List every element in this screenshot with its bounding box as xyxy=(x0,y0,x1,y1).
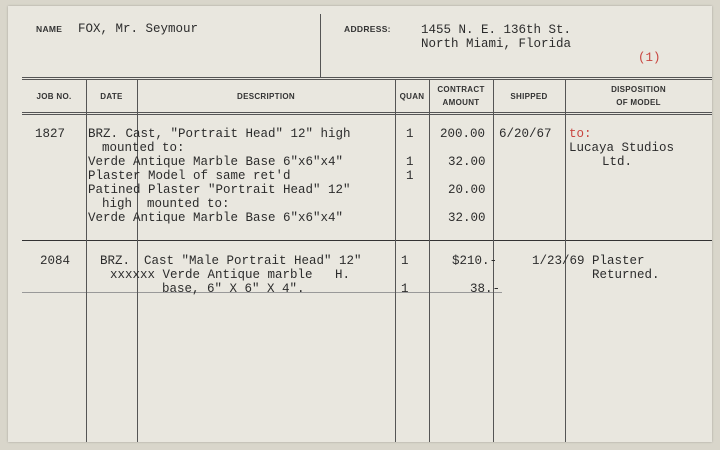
table-top-rule xyxy=(22,77,712,78)
entry-1-line-2: mounted to: xyxy=(102,141,185,155)
entry-2-amount-2: 38.- xyxy=(470,282,501,296)
entry-1-line-1: ast, "Portrait Head" 12" high xyxy=(133,127,351,141)
entry-1-line-5: Patined Plaster "Portrait Head" 12" xyxy=(88,183,351,197)
entry-2-shipped: 1/23/69 xyxy=(532,254,585,268)
entry-2-disposition-line-1: Plaster xyxy=(592,254,645,268)
entry-1-line-3: Verde Antique Marble Base 6"x6"x4" xyxy=(88,155,344,169)
col-header-amount: AMOUNT xyxy=(442,98,480,107)
col-header-contract: CONTRACT xyxy=(437,85,485,94)
entry-1-line-4: Plaster Model of same ret'd xyxy=(88,169,291,183)
entry-1-disposition-line-1: Lucaya Studios xyxy=(569,141,675,155)
address-line-1: 1455 N. E. 136th St. xyxy=(421,23,572,37)
col-header-description: DESCRIPTION xyxy=(237,92,295,101)
entry-1-line-7: Verde Antique Marble Base 6"x6"x4" xyxy=(88,211,344,225)
col-header-contract-amount xyxy=(429,83,493,109)
entry-2-line-3: base, 6" X 6" X 4". xyxy=(162,282,305,296)
card-number: (1) xyxy=(638,51,661,65)
table-top-rule-2 xyxy=(22,79,712,80)
address-line-2: North Miami, Florida xyxy=(421,37,572,51)
name-label: NAME xyxy=(36,24,63,34)
col-header-disposition xyxy=(565,83,712,109)
col-header-shipped: SHIPPED xyxy=(510,92,548,101)
col-divider-1 xyxy=(86,79,87,442)
entry-1-shipped: 6/20/67 xyxy=(499,127,552,141)
entry-1-line-6: high mounted to: xyxy=(102,197,230,211)
header-bottom-rule-2 xyxy=(22,114,712,115)
entry-1-quan-1: 1 xyxy=(406,127,414,141)
record-card xyxy=(8,6,712,442)
entry-2-line-2: xxxxxx Verde Antique marble H. xyxy=(110,268,351,282)
entry-separator-rule xyxy=(22,240,712,241)
entry-1-quan-3: 1 xyxy=(406,169,414,183)
entry-2-date-text: BRZ. xyxy=(100,254,131,268)
header-divider xyxy=(320,14,321,77)
col-divider-3 xyxy=(395,79,396,442)
col-header-date: DATE xyxy=(100,92,123,101)
entry-1-amount-1: 200.00 xyxy=(440,127,486,141)
entry-2-disposition-line-2: Returned. xyxy=(592,268,660,282)
col-header-job-no: JOB NO. xyxy=(36,92,72,101)
entry-2-line-1: Cast "Male Portrait Head" 12" xyxy=(144,254,362,268)
entry-2-quan-1: 1 xyxy=(401,254,409,268)
col-header-disposition-line-1: DISPOSITION xyxy=(611,85,666,94)
col-header-quan: QUAN xyxy=(399,92,425,101)
entry-2-job-no: 2084 xyxy=(40,254,71,268)
entry-1-date-text: BRZ. C xyxy=(88,127,134,141)
entry-1-disposition-line-2: Ltd. xyxy=(602,155,633,169)
entry-1-disposition-prefix: to: xyxy=(569,127,592,141)
name-value: FOX, Mr. Seymour xyxy=(78,22,199,36)
entry-2-amount-1: $210.- xyxy=(452,254,498,268)
address-label: ADDRESS: xyxy=(344,24,391,34)
entry-2-quan-2: 1 xyxy=(401,282,409,296)
entry-1-amount-3: 20.00 xyxy=(448,183,486,197)
col-header-disposition-line-2: OF MODEL xyxy=(616,98,661,107)
entry-1-amount-2: 32.00 xyxy=(448,155,486,169)
entry-1-quan-2: 1 xyxy=(406,155,414,169)
entry-1-amount-4: 32.00 xyxy=(448,211,486,225)
header-bottom-rule xyxy=(22,112,712,113)
entry-1-job-no: 1827 xyxy=(35,127,66,141)
col-divider-4 xyxy=(429,79,430,442)
